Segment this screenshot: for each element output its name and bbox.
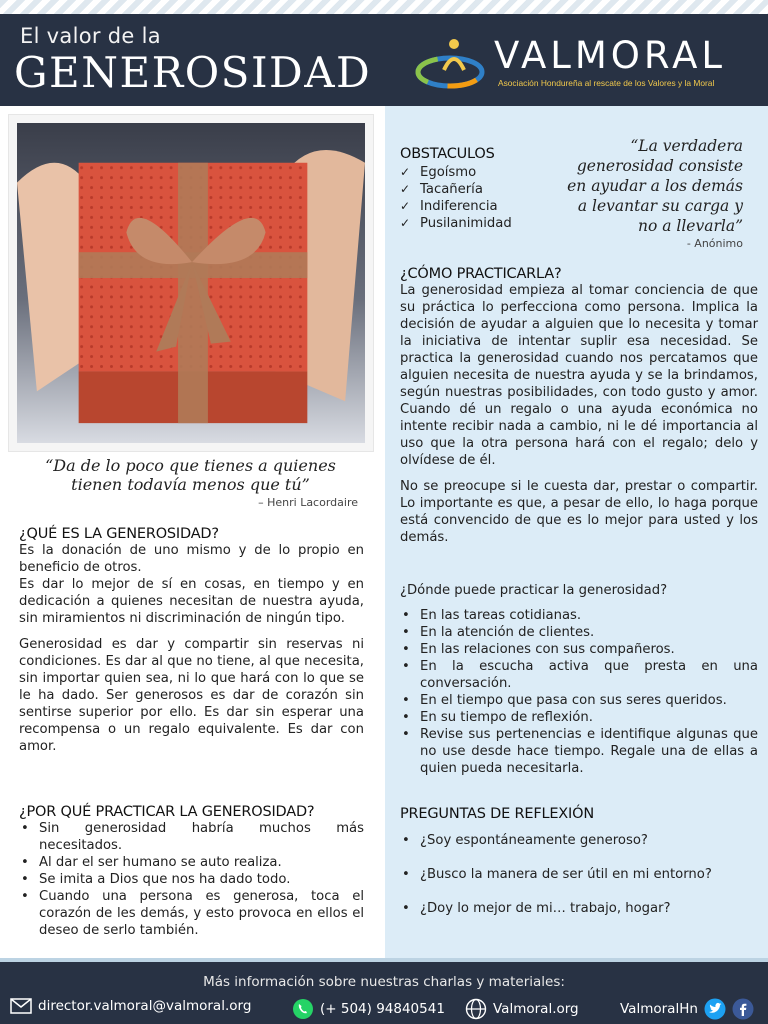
quote-right: “La verdadera generosidad consiste en ayudar a los demás a levantar su carga y no a llevarla” — [567, 137, 743, 235]
quote-left: “Da de lo poco que tienes a quienes tienen todavía menos que tú” — [45, 456, 336, 494]
como-paragraph-1: La generosidad empieza al tomar conciencia de que su práctica lo perfecciona como persona. Implica la decisión de ayudar a alguien que lo necesita y tomar la iniciativa de intentar suplir esa necesidad. Se practica la generosidad cuando nos percatamos que alguien necesita de nuestra ayuda y se la brindamos, según nuestras posibilidades, con todo gusto y amor. Cuando dé un regalo o una ayuda económica no intente recibir nada a cambio, ni le dé importancia al uso que la otra persona hará con el regalo; delo y olvídese de él. — [400, 283, 758, 468]
footer-social[interactable] — [620, 998, 754, 1020]
list-item: ✓ Indiferencia — [400, 198, 758, 215]
donde-title: ¿Dónde puede practicar la generosidad? — [400, 583, 668, 598]
que-es-paragraph-2: Es dar lo mejor de sí en cosas, en tiempo y en dedicación a quienes necesitan de nuestra ayuda, sin miramientos ni discriminación de ningún tipo. — [19, 577, 364, 626]
que-es-title: ¿QUÉ ES LA GENEROSIDAD? — [19, 526, 219, 542]
brand-name: VALMORAL — [494, 34, 727, 77]
list-item: • En el tiempo que pasa con sus seres queridos. — [400, 692, 758, 709]
list-item: • En la atención de clientes. — [400, 624, 758, 641]
quote-left-author: – Henri Lacordaire — [258, 496, 358, 509]
donde-section — [400, 582, 758, 777]
como-title: ¿CÓMO PRACTICARLA? — [400, 266, 562, 282]
header-subtitle: El valor de la — [20, 24, 161, 48]
footer — [0, 958, 768, 1024]
preguntas-title: PREGUNTAS DE REFLEXIÓN — [400, 806, 594, 822]
top-decorative-stripe — [0, 0, 768, 14]
email-icon — [10, 998, 32, 1014]
list-item: • ¿Soy espontáneamente generoso? — [400, 832, 758, 849]
list-item: ✓ Pusilanimidad — [400, 215, 758, 232]
por-que-section — [19, 804, 364, 939]
website-link[interactable]: Valmoral.org — [493, 1001, 579, 1017]
list-item: • Se imita a Dios que nos ha dado todo. — [19, 871, 364, 888]
globe-icon — [465, 998, 487, 1020]
whatsapp-icon — [292, 998, 314, 1020]
list-item: • ¿Busco la manera de ser útil en mi entorno? — [400, 866, 758, 883]
preguntas-list — [400, 832, 758, 917]
footer-web[interactable] — [465, 998, 579, 1020]
list-item: • Sin generosidad habría muchos más necesitados. — [19, 820, 364, 854]
brand-tagline: Asociación Hondureña al rescate de los Valores y la Moral — [498, 78, 715, 88]
footer-email[interactable] — [10, 998, 251, 1014]
list-item: • Cuando una persona es generosa, toca el corazón de les demás, y esto provoca en ellos el deseo de serlo también. — [19, 888, 364, 939]
facebook-icon[interactable] — [732, 998, 754, 1020]
gift-box-photo — [17, 123, 365, 443]
list-item: • En la escucha activa que presta en una conversación. — [400, 658, 758, 692]
como-section — [400, 266, 758, 546]
donde-list — [400, 607, 758, 777]
header — [0, 14, 768, 106]
list-item: • En su tiempo de reflexión. — [400, 709, 758, 726]
que-es-paragraph-3: Generosidad es dar y compartir sin reservas ni condiciones. Es dar al que no tiene, al que necesita, sin importar quien sea, ni lo que hará con lo que se le ha dado. Ser generosos es dar de corazón sin sentirse superior por ello. Es dar sin esperar una recompensa o un regalo equivalente. Es dar con amor. — [19, 637, 364, 754]
list-item: • En las relaciones con sus compañeros. — [400, 641, 758, 658]
left-column — [0, 106, 385, 958]
social-handle[interactable]: ValmoralHn — [620, 1001, 698, 1017]
preguntas-section — [400, 806, 758, 934]
footer-phone[interactable] — [292, 998, 445, 1020]
como-paragraph-2: No se preocupe si le cuesta dar, prestar o compartir. Lo importante es que, a pesar de ello, lo haga porque está convencido de que es lo mejor para usted y los demás. — [400, 479, 758, 545]
valmoral-logo-icon — [414, 34, 486, 92]
por-que-list — [19, 820, 364, 939]
phone-number[interactable]: (+ 504) 94840541 — [320, 1001, 445, 1017]
obstaculos-title: OBSTACULOS — [400, 146, 495, 162]
list-item: ✓ Egoísmo — [400, 164, 758, 181]
email-link[interactable]: director.valmoral@valmoral.org — [38, 998, 252, 1014]
list-item: • Al dar el ser humano se auto realiza. — [19, 854, 364, 871]
list-item: • ¿Doy lo mejor de mi… trabajo, hogar? — [400, 900, 758, 917]
twitter-icon[interactable] — [704, 998, 726, 1020]
quote-right-author: - Anónimo — [686, 237, 743, 250]
list-item: ✓ Tacañería — [400, 181, 758, 198]
que-es-section — [19, 526, 364, 755]
page-title: GENEROSIDAD — [14, 48, 372, 97]
right-column — [385, 106, 768, 958]
list-item: • Revise sus pertenencias e identifique algunas que no use desde hace tiempo. Regale una de ellas a quien pueda necesitarla. — [400, 726, 758, 777]
photo-frame — [8, 114, 374, 452]
que-es-paragraph-1: Es la donación de uno mismo y de lo propio en beneficio de otros. — [19, 543, 364, 575]
footer-info: Más información sobre nuestras charlas y materiales: — [203, 974, 565, 990]
list-item: • En las tareas cotidianas. — [400, 607, 758, 624]
por-que-title: ¿POR QUÉ PRACTICAR LA GENEROSIDAD? — [19, 804, 315, 820]
